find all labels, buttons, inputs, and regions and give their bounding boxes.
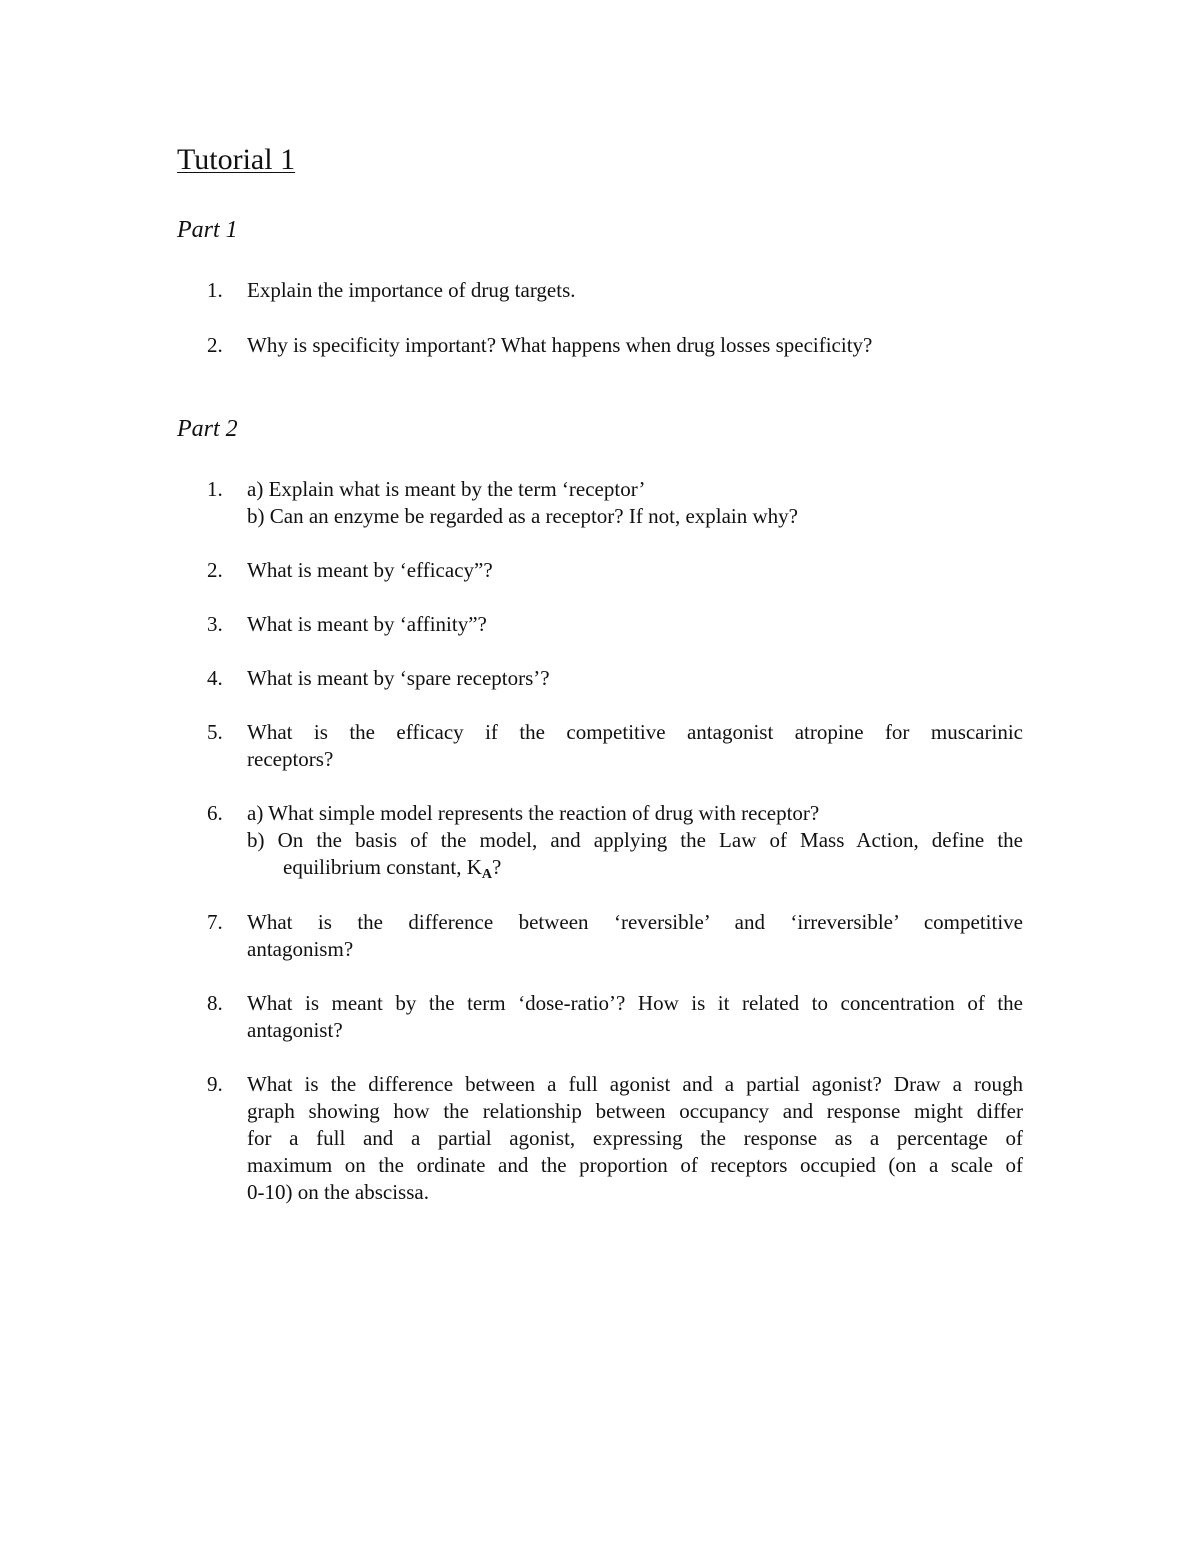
question-number: 7. — [207, 910, 223, 934]
page-title: Tutorial 1 — [177, 143, 296, 176]
part2-question-5 — [207, 719, 1023, 773]
part1-heading: Part 1 — [177, 217, 238, 243]
part2-question-2 — [207, 557, 1023, 584]
equilibrium-constant-line — [247, 854, 1023, 888]
question-number: 1. — [207, 477, 223, 501]
question-text: What is meant by ‘spare receptors’? — [247, 666, 550, 690]
part2-question-9 — [207, 1071, 1023, 1206]
question-text-line: What is the efficacy if the competitive antagonist atropine for muscarinic — [247, 720, 1023, 744]
part2-question-6 — [207, 800, 1023, 888]
constant-subscript: A — [481, 867, 493, 882]
question-number: 6. — [207, 801, 223, 825]
question-text-line: maximum on the ordinate and the proportion of receptors occupied (on a scale of — [247, 1153, 1023, 1177]
question-text: What is meant by ‘affinity”? — [247, 612, 487, 636]
question-text-line: antagonist? — [247, 1018, 343, 1042]
part2-question-4 — [207, 665, 1023, 692]
question-number: 2. — [207, 333, 223, 357]
part2-question-1 — [207, 476, 1023, 530]
question-number: 1. — [207, 278, 223, 302]
question-part-b: b) Can an enzyme be regarded as a receptor? If not, explain why? — [247, 504, 798, 528]
part2-question-3 — [207, 611, 1023, 638]
part1-question-2 — [207, 332, 1023, 359]
question-text: What is meant by ‘efficacy”? — [247, 558, 493, 582]
question-part-a: a) What simple model represents the reaction of drug with receptor? — [247, 801, 820, 825]
question-text: Explain the importance of drug targets. — [247, 278, 576, 302]
question-text-line: What is meant by the term ‘dose-ratio’? How is it related to concentration of the — [247, 991, 1023, 1015]
question-number: 2. — [207, 558, 223, 582]
question-text-line: What is the difference between ‘reversible’ and ‘irreversible’ competitive — [247, 910, 1023, 934]
part1-question-1 — [207, 277, 1023, 304]
part2-question-7 — [207, 909, 1023, 963]
question-part-a: a) Explain what is meant by the term ‘receptor’ — [247, 477, 646, 501]
part2-question-8 — [207, 990, 1023, 1044]
question-number: 5. — [207, 720, 223, 744]
question-text-line: receptors? — [247, 747, 334, 771]
question-text: Why is specificity important? What happens when drug losses specificity? — [247, 333, 873, 357]
question-number: 4. — [207, 666, 223, 690]
question-number: 3. — [207, 612, 223, 636]
question-number: 9. — [207, 1072, 223, 1096]
question-text-line: antagonism? — [247, 937, 354, 961]
question-text-line: What is the difference between a full agonist and a partial agonist? Draw a rough — [247, 1072, 1023, 1096]
constant-text: equilibrium constant, K — [283, 855, 482, 879]
question-text-line: graph showing how the relationship between occupancy and response might differ — [247, 1099, 1023, 1123]
question-part-b: b) On the basis of the model, and applying the Law of Mass Action, define the — [247, 828, 1023, 852]
question-text-line: for a full and a partial agonist, expressing the response as a percentage of — [247, 1126, 1023, 1150]
constant-end: ? — [492, 855, 502, 879]
question-text-line: 0-10) on the abscissa. — [247, 1180, 429, 1204]
question-number: 8. — [207, 991, 223, 1015]
part2-heading: Part 2 — [177, 416, 238, 442]
